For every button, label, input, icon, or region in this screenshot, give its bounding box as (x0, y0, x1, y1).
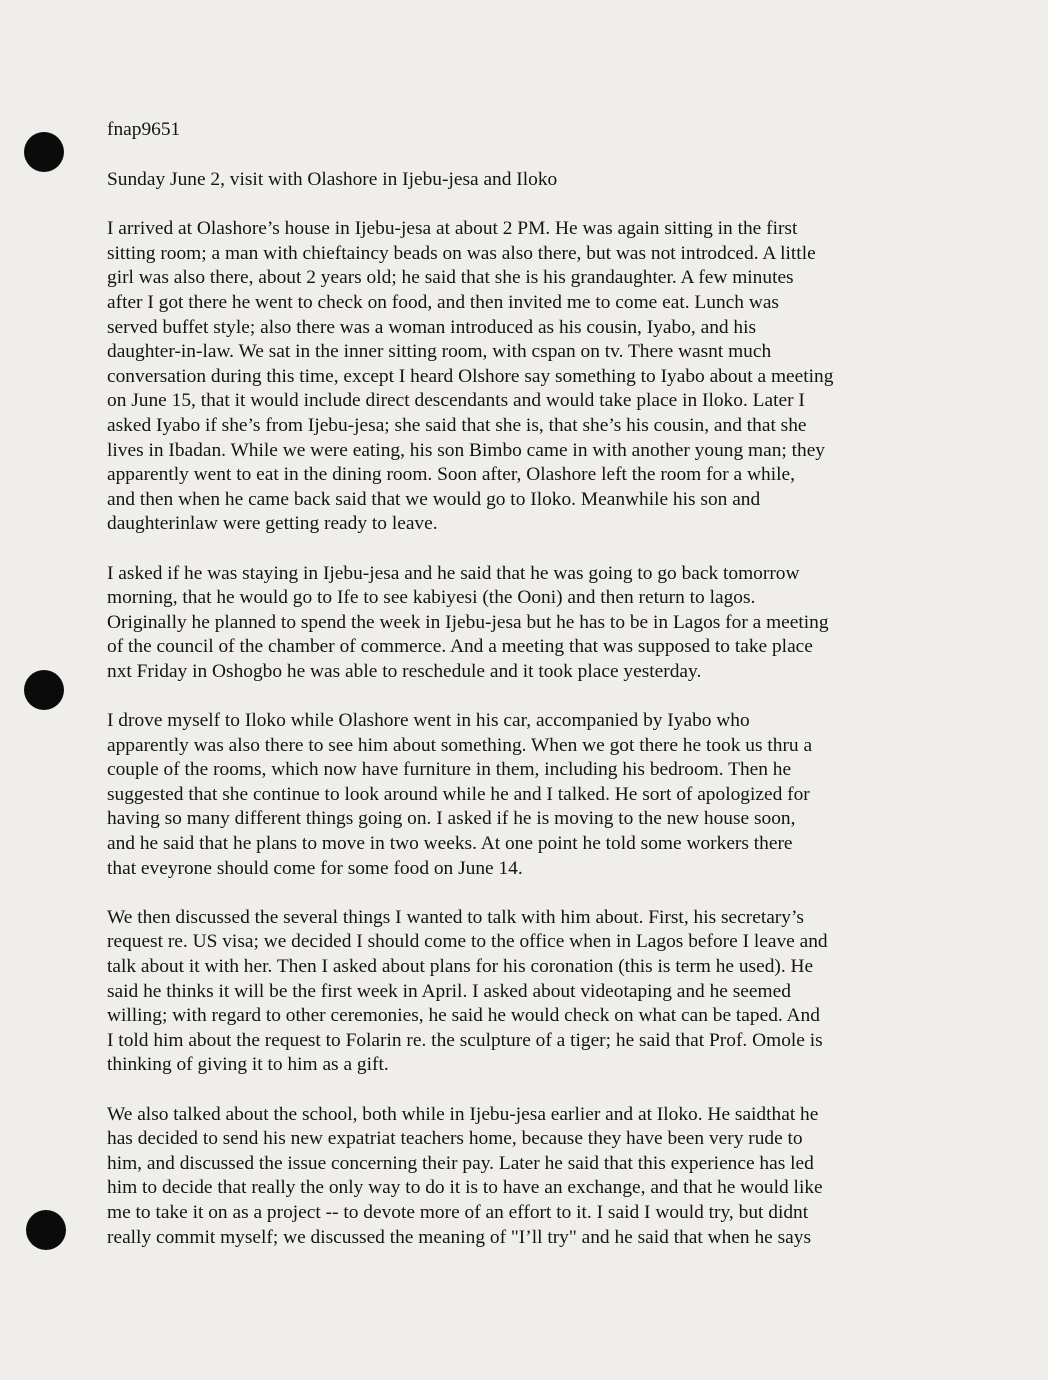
paragraph-1: I arrived at Olashore’s house in Ijebu-jesa at about 2 PM. He was again sitting in the first sitting room; a man with chieftaincy beads on was also there, but was not introdced. A little girl was also there, about 2 years old; he said that she is his grandaughter. A few minutes after I got there he went to check on food, and then invited me to come eat. Lunch was served buffet style; also there was a woman introduced as his cousin, Iyabo, and his daughter-in-law. We sat in the inner sitting room, with cspan on tv. There wasnt much conversation during this time, except I heard Olshore say something to Iyabo about a meeting on June 15, that it would include direct descendants and would take place in Iloko. Later I asked Iyabo if she’s from Ijebu-jesa; she said that she is, that she’s his cousin, and that she lives in Ibadan. While we were eating, his son Bimbo came in with another young man; they apparently went to eat in the dining room. Soon after, Olashore left the room for a while, and then when he came back said that we would go to Iloko. Meanwhile his son and daughterinlaw were getting ready to leave. (107, 218, 834, 535)
document-title: Sunday June 2, visit with Olashore in Ijebu-jesa and Iloko (107, 168, 558, 190)
paragraph-2: I asked if he was staying in Ijebu-jesa and he said that he was going to go back tomorrow morning, that he would go to Ife to see kabiyesi (the Ooni) and then return to lagos. Originally he planned to spend the week in Ijebu-jesa but he has to be in Lagos for a meeting of the council of the chamber of commerce. And a meeting that was supposed to take place nxt Friday in Oshogbo he was able to reschedule and it took place yesterday. (107, 562, 829, 682)
paragraph-5: We also talked about the school, both while in Ijebu-jesa earlier and at Iloko. He saidthat he has decided to send his new expatriat teachers home, because they have been very rude to him, and discussed the issue concerning their pay. Later he said that this experience has led him to decide that really the only way to do it is to have an exchange, and that he would like me to take it on as a project -- to devote more of an effort to it. I said I would try, but didnt really commit myself; we discussed the meaning of "I’ll try" and he said that when he says (107, 1103, 823, 1248)
paragraph-4: We then discussed the several things I wanted to talk with him about. First, his secretary’s request re. US visa; we decided I should come to the office when in Lagos before I leave and talk about it with her. Then I asked about plans for his coronation (this is term he used). He said he thinks it will be the first week in April. I asked about videotaping and he seemed willing; with regard to other ceremonies, he said he would check on what can be taped. And I told him about the request to Folarin re. the sculpture of a tiger; he said that Prof. Omole is thinking of giving it to him as a gift. (107, 906, 828, 1076)
document-body (107, 118, 927, 1275)
paragraph-3: I drove myself to Iloko while Olashore went in his car, accompanied by Iyabo who apparently was also there to see him about something. When we got there he took us thru a couple of the rooms, which now have furniture in them, including his bedroom. Then he suggested that she continue to look around while he and I talked. He sort of apologized for having so many different things going on. I asked if he is moving to the new house soon, and he said that he plans to move in two weeks. At one point he told some workers there that eveyrone should come for some food on June 14. (107, 710, 813, 879)
binder-hole (24, 670, 64, 710)
binder-hole (26, 1210, 66, 1250)
document-id: fnap9651 (107, 119, 181, 140)
binder-hole (24, 132, 64, 172)
